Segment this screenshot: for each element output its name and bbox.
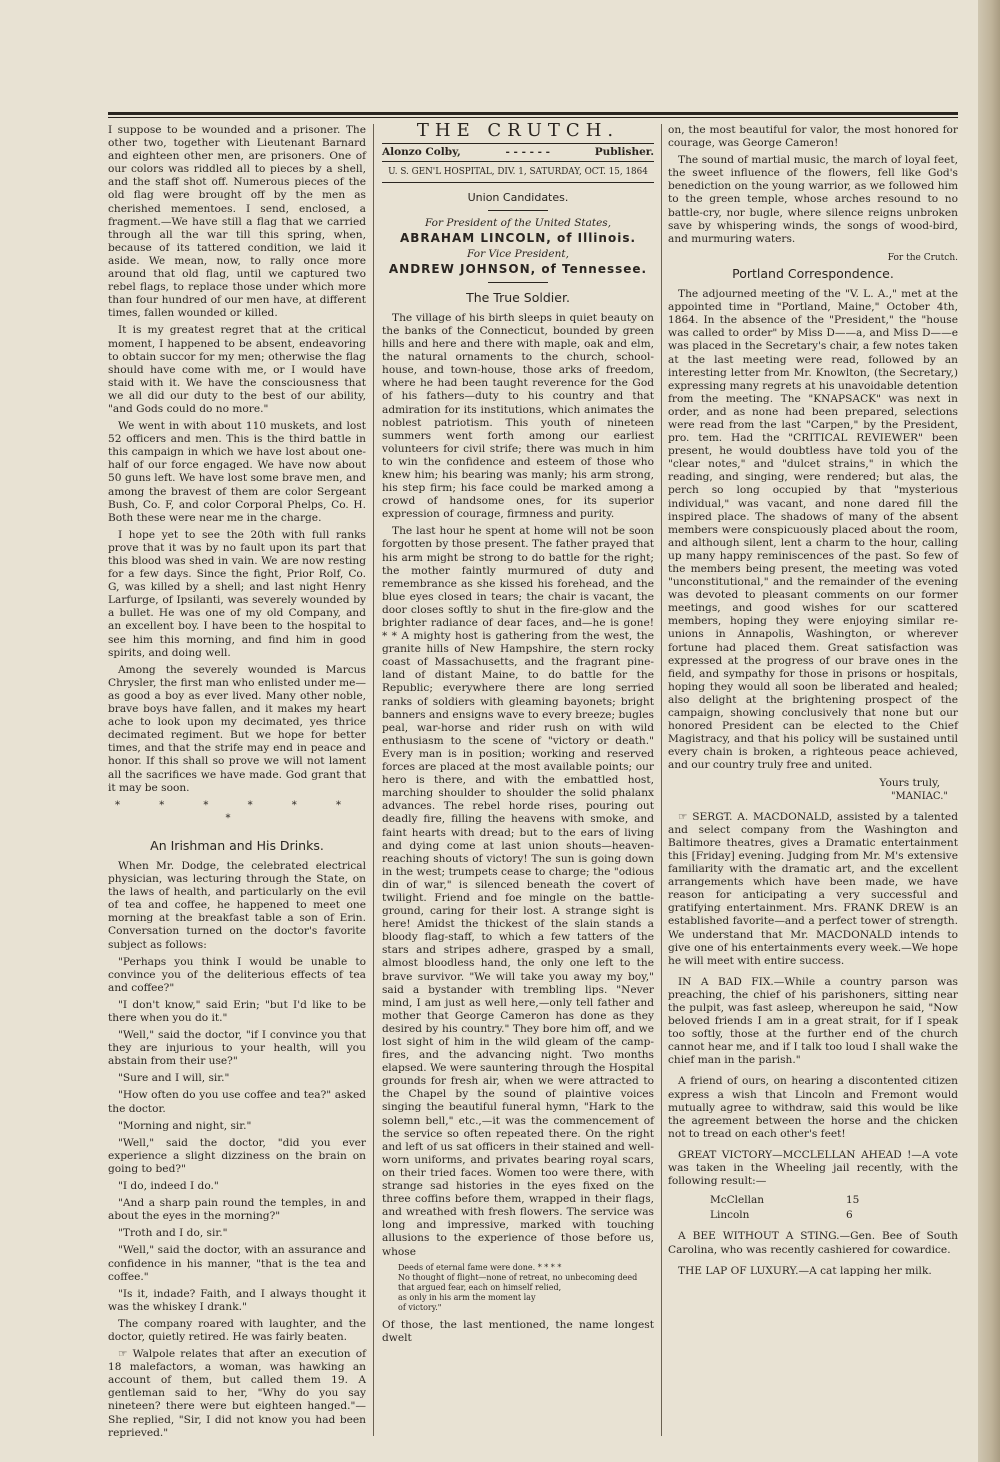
war-letter-para-3: We went in with about 110 muskets, and lost 52 officers and men. This is the third battle in this campaign in which we have lost about one-half of our force engaged. We have now about 50 guns left. We have lost some brave men, and among the bravest of them are color Sergeant Bush, Co. F, and color Corporal Phelps, Co. H. Both these were near me in the charge.: [108, 420, 366, 524]
publisher-name: Alonzo Colby,: [382, 146, 461, 159]
vote-name: McClellan: [710, 1194, 764, 1207]
soldier-continuation: on, the most beautiful for valor, the most honored for courage, was George Cameron!: [668, 124, 958, 150]
irish-para: "Perhaps you think I would be unable to convince you of the deliterious effects of tea and coffee?": [108, 955, 366, 994]
macdonald-notice: ☞ SERGT. A. MACDONALD, assisted by a talented and select company from the Washington and Baltimore theatres, gives a Dramatic entertainment this [Friday] evening. Judging from Mr. M's extensive familiarity with the dramatic art, and the excellent arrangements which have been made, we have reason for anticipating a very successful and gratifying entertainment. Mrs. FRANK DREW is an established favorite—and a perfect tower of strength. We understand that Mr. MACDONALD intends to give one of his entertainments every week.—We hope he will meet with entire success.: [668, 810, 958, 967]
president-label: For President of the United States,: [424, 217, 612, 230]
divider: [488, 210, 548, 211]
irish-para: "Troth and I do, sir.": [118, 1227, 228, 1240]
publisher-row: [382, 143, 654, 162]
president-name: ABRAHAM LINCOLN, of Illinois.: [399, 231, 637, 246]
candidates-heading: Union Candidates.: [467, 191, 569, 205]
irish-para: "I do, indeed I do.": [118, 1180, 219, 1193]
true-soldier-title: The True Soldier.: [466, 289, 570, 305]
masthead-title: THE CRUTCH.: [416, 120, 620, 141]
soldier-para-1: The village of his birth sleeps in quiet beauty on the banks of the Connecticut, bounded by green hills and here and there with maple, oak and elm, the natural ornaments to the church, school-house, and town-house, those arks of freedom, where he had been taught reverence for the God of his fathers—duty to his country and that admiration for its institutions, which animates the noblest patriotism. This youth of nineteen summers went forth among our earliest volunteers for civil strife; there was much in him to win the confidence and esteem of those who knew him; his bearing was manly; his arm strong, his step firm; his face could be marked among a crowd of handsome ones, for its superior expression of courage, firmness and purity.: [382, 311, 654, 521]
divider: [488, 282, 548, 283]
bad-fix-item: IN A BAD FIX.—While a country parson was preaching, the chief of his parishoners, sitting near the pulpit, was fast asleep, whereupon he said, "Now beloved friends I am in a great strait, for if I speak too softly, those at the further end of the church cannot hear me, and if I talk too loud I shall wake the chief man in the parish.": [668, 975, 958, 1067]
poem-line: that argued fear, each on himself relied,: [398, 1282, 562, 1292]
irish-para: "Well," said the doctor, with an assurance and confidence in his manner, "that is the tea and coffee.": [108, 1244, 366, 1283]
irish-para: "Morning and night, sir.": [118, 1119, 252, 1132]
irish-para: "How often do you use coffee and tea?" asked the doctor.: [108, 1089, 366, 1115]
for-the-crutch: For the Crutch.: [887, 252, 958, 263]
soldier-closing: Of those, the last mentioned, the name longest dwelt: [382, 1318, 654, 1344]
poem-line: Deeds of eternal fame were done. * * * *: [398, 1262, 562, 1272]
poem-line: as only in his arm the moment lay: [398, 1292, 536, 1302]
irish-para: "Sure and I will, sir.": [118, 1072, 230, 1085]
column-1: [108, 124, 366, 1444]
top-rule-thin: [108, 117, 958, 118]
publisher-label: Publisher.: [594, 146, 654, 159]
vp-label: For Vice President,: [467, 247, 569, 260]
column-2: [382, 120, 654, 1349]
poem-line: No thought of flight—none of retreat, no unbecoming deed: [398, 1272, 638, 1282]
dateline: U. S. GEN'L HOSPITAL, DIV. 1, SATURDAY, OCT. 15, 1864: [382, 164, 654, 183]
irish-para: The company roared with laughter, and the doctor, quietly retired. He was fairly beaten.: [108, 1317, 366, 1343]
walpole-para: ☞ Walpole relates that after an execution of 18 malefactors, a woman, was hawking an account of them, but called them 19. A gentleman said to her, "Why do you say nineteen? there were but eighteen hanged."—She replied, "Sir, I did not know you had been reprieved.": [108, 1348, 366, 1439]
irish-para: "Is it, indade? Faith, and I always thought it was the whiskey I drank.": [108, 1287, 366, 1313]
irish-para: "Well," said the doctor, "if I convince you that they are injurious to your health, will you abstain from their use?": [108, 1029, 366, 1068]
section-stars: * * * * * * *: [115, 799, 359, 824]
poem-quote: [398, 1263, 654, 1313]
poem-line: of victory.": [398, 1302, 442, 1312]
war-letter-para-1: I suppose to be wounded and a prisoner. The other two, together with Lieutenant Barnard and eighteen other men, are prisoners. One of our colors was riddled all to pieces by a shell, and the staff shot off. Numerous pieces of the old flag were brought off by the men as cherished mementoes. I send, enclosed, a fragment.—We have still a flag that we carried through all the war till this spring, when, because of its tattered condition, we laid it aside. We mean, now, to rally once more around that old flag, until we captured two rebel flags, to replace those under which more than four hundred of our men have, at different times, fallen wounded or killed.: [108, 124, 366, 320]
bee-item: A BEE WITHOUT A STING.—Gen. Bee of South Carolina, who was recently cashiered for cowardice.: [668, 1230, 958, 1256]
vote-count: 15: [845, 1194, 860, 1207]
war-letter-para-5: Among the severely wounded is Marcus Chrysler, the first man who enlisted under me—as good a boy as ever lived. Many other noble, brave boys have fallen, and it makes my heart ache to look upon my decimated, yes thrice decimated regiment. But we hope for better times, and that the strife may end in peace and honor. If this shall so prove we will not lament all the sacrifices we have made. God grant that it may be soon.: [108, 663, 366, 794]
soldier-para-2: The last hour he spent at home will not be soon forgotten by those present. The father prayed that his arm might be strong to do battle for the right; the mother faintly murmured of duty and remembrance as she kissed his forehead, and the blue eyes closed in tears; the chair is vacant, the door closes softly to shut in the fire-glow and the brighter radiance of dear faces, and—he is gone! * * A mighty host is gathering from the west, the granite hills of New Hampshire, the stern rocky coast of Massachusetts, and the fragrant pine-land of distant Maine, to do battle for the Republic; everywhere there are long serried ranks of soldiers with gleaming bayonets; bright banners and ensigns wave to every breeze; bugles peal, war-horse and rider rush on with wild enthusiasm to the scene of "victory or death." Every man is in position; working and reserved forces are placed at the most available points; our hero is there, and with the embattled host, marching shoulder to shoulder the solid phalanx advances. The rebel horde rises, pouring out deadly fire, filling the heavens with smoke, and faint hearts with dread; but to the ears of living and dying come at last union shouts—heaven-reaching shouts of victory! The sun is going down in the west; trumpets cease to charge; the "odious din of war," is silenced beneath the covert of twilight. Friend and foe mingle on the battle-ground, caring for their lost. A strange sight is here! Amidst the thickest of the slain stands a bloody flag-staff, to which a few tatters of the stars and stripes adhere, grasped by a small, almost bloodless hand, the only one left to the brave survivor. "We will take you away my boy," said a bystander with trembling lips. "Never mind, I am just as well here,—only tell father and mother that George Cameron has done as they desired by his country." They bore him off, and we lost sight of him in the wild gleam of the camp-fires, and the advancing night. Two months elapsed. We were sauntering through the Hospital grounds for fresh air, when we were attracted to the Chapel by the sound of plaintive voices singing the beautiful funeral hymn, "Hark to the solemn bell," etc.,—it was the commencement of the service so often repeated there. On the right and left of us sat officers in their stained and well-worn uniforms, and privates bearing royal scars, on their tried faces. Women too were there, with strange sad histories in the eyes fixed on the three coffins before them, wrapped in their flags, and wreathed with fresh flowers. The service was long and impressive, marked with touching allusions to the experience of those before us, whose: [382, 525, 654, 1258]
friend-item: A friend of ours, on hearing a discontented citizen express a wish that Lincoln and Fremont would mutually agree to withdraw, said this would be like the agreement between the horse and the chicken not to tread on each other's feet!: [668, 1075, 958, 1140]
publisher-dashes: - - - - - -: [505, 146, 550, 159]
war-letter-para-2: It is my greatest regret that at the critical moment, I happened to be absent, endeavoring to obtain succor for my men; otherwise the flag should have come with me, or I would have staid with it. We have the consciousness that we all did our duty to the best of our ability, "and Gods could do no more.": [108, 324, 366, 415]
vote-table: [708, 1192, 861, 1224]
column-rule-1: [373, 124, 374, 1436]
column-rule-2: [661, 124, 662, 1436]
vote-count: 6: [845, 1209, 853, 1222]
portland-para: The adjourned meeting of the "V. L. A.," met at the appointed time in "Portland, Maine," October 4th, 1864. In the absence of the "President," the "house was called to order" by Miss D——a, and Miss D——e was placed in the Secretary's chair, a few notes taken at the last meeting were read, followed by an interesting letter from Mr. Knowlton, (the Secretary,) expressing many regrets at his unavoidable detention from the meeting. The "KNAPSACK" was next in order, and as none had been prepared, selections were read from the last "Carpen," by the President, pro. tem. Had the "CRITICAL REVIEWER" been present, he would doubtless have told you of the "clear notes," and "dulcet strains," in which the reading, and singing, were rendered; but alas, the perch so long occupied by that "mysterious individual," was vacant, and none dared fill the inspired place. The shadows of many of the absent members were conspicuously placed about the room, and although silent, lent a charm to the hour, calling up many happy reminiscences of the past. So few of the members being present, the meeting was voted "unconstitutional," and the remainder of the evening was devoted to pleasant comments on our former meetings, and good wishes for our scattered members, hoping they were enjoying similar re-unions in Annapolis, Washington, or wherever fortune had placed them. Great satisfaction was expressed at the progress of our brave ones in the field, and sympathy for those in prisons or hospitals, hoping they would all soon be liberated and healed; also delight at the brightening prospect of the campaign, showing conclusively that none but our honored President can be elected to the Chief Magistracy, and that his policy will be sustained until every chain is broken, a righteous peace achieved, and our country truly free and united.: [668, 288, 958, 772]
victory-item: GREAT VICTORY—MCCLELLAN AHEAD !—A vote was taken in the Wheeling jail recently, with the following result:—: [668, 1148, 958, 1188]
irish-para: "I don't know," said Erin; "but I'd like to be there when you do it.": [108, 998, 366, 1024]
irish-para: When Mr. Dodge, the celebrated electrical physician, was lecturing through the State, on the laws of health, and particularly on the evil of tea and coffee, he happened to meet one morning at the breakfast table a son of Erin. Conversation turned on the doctor's favorite subject as follows:: [108, 859, 366, 951]
yours-truly: Yours truly,: [879, 776, 940, 789]
luxury-item: THE LAP OF LUXURY.—A cat lapping her milk.: [678, 1264, 932, 1277]
vote-name: Lincoln: [710, 1209, 750, 1222]
vp-name: ANDREW JOHNSON, of Tennessee.: [388, 261, 648, 276]
war-letter-para-4: I hope yet to see the 20th with full ranks prove that it was by no fault upon its part that this blood was shed in vain. We are now resting for a few days. Since the fight, Prior Rolf, Co. G, was killed by a shell; and last night Henry Larfurge, of Ipsilanti, was severely wounded by a bullet. He was one of my old Company, and an excellent boy. I have been to the hospital to see him this morning, and find him in good spirits, and doing well.: [108, 528, 366, 659]
maniac-signature: "MANIAC.": [890, 790, 948, 802]
irishman-title: An Irishman and His Drinks.: [150, 837, 324, 853]
top-rule: [108, 112, 958, 115]
soldier-continuation-2: The sound of martial music, the march of loyal feet, the sweet influence of the flowers, fell like God's benediction on the young warrior, as we followed him to the green temple, whose arches resound to no battle-cry, nor bugle, where silence reigns unbroken save by whispering winds, the songs of wood-bird, and murmuring waters.: [668, 154, 958, 245]
vote-row: [710, 1209, 859, 1222]
portland-title: Portland Correspondence.: [732, 265, 894, 281]
irish-para: "Well," said the doctor, "did you ever experience a slight dizziness on the brain on going to bed?": [108, 1136, 366, 1175]
vote-row: [710, 1194, 859, 1207]
irish-para: "And a sharp pain round the temples, in and about the eyes in the morning?": [108, 1197, 366, 1223]
column-3: [668, 124, 958, 1282]
binding-edge: [978, 0, 1000, 1462]
